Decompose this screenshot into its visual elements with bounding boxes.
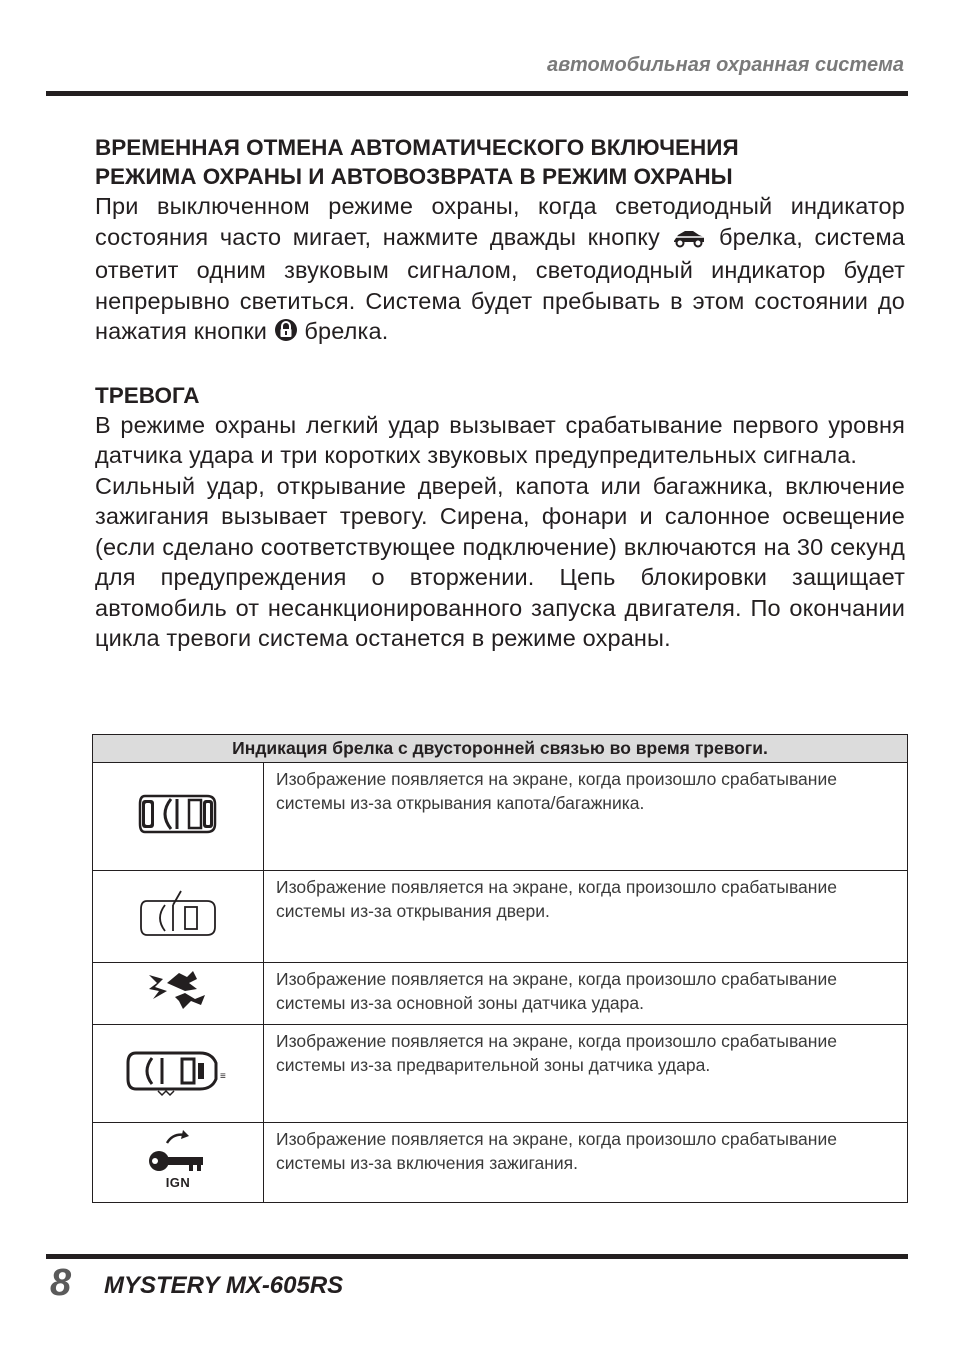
car-hood-trunk-icon — [137, 825, 219, 842]
table-icon-cell — [93, 763, 264, 871]
table-text-cell: Изображение появляется на экране, когда произошло срабатывание системы из-за открывания двери. — [264, 871, 908, 963]
section2-para2: Сильный удар, открывание дверей, капота или багажника, включение зажигания вызывает тревогу. Сирена, фонари и салонное освещение (если сделано соответствующее подключение) включаются на 30 секунд для предупреждения о вторжении. Цепь блокировки защищает автомобиль от несанкционированного запуска двигателя. По окончании цикла тревоги система останется в режиме охраны. — [95, 472, 905, 651]
running-header: автомобильная охранная система — [547, 54, 904, 76]
model-name: MYSTERY MX-605RS — [104, 1272, 344, 1299]
section1-text-part3: брелка. — [304, 318, 389, 344]
table-text-cell: Изображение появляется на экране, когда произошло срабатывание системы из-за основной зоны датчика удара. — [264, 963, 908, 1025]
table-header: Индикация брелка с двусторонней связью во время тревоги. — [93, 735, 908, 763]
table-icon-cell — [93, 963, 264, 1025]
ignition-key-icon — [143, 1127, 213, 1193]
alarm-indication-table — [92, 734, 908, 1203]
section1-title-line1: ВРЕМЕННАЯ ОТМЕНА АВТОМАТИЧЕСКОГО ВКЛЮЧЕНИЯ — [95, 135, 739, 160]
shock-impact-icon — [145, 1000, 211, 1017]
section1-text — [95, 191, 905, 350]
ign-label: IGN — [165, 1175, 191, 1190]
svg-text:≡: ≡ — [220, 1071, 226, 1082]
page-number: 8 — [50, 1262, 72, 1304]
main-content — [95, 133, 905, 654]
table-row — [93, 1123, 908, 1203]
section2-para1: В режиме охраны легкий удар вызывает срабатывание первого уровня датчика удара и три коротких звуковых предупредительных сигнала. — [95, 411, 905, 468]
table-row — [93, 871, 908, 963]
top-rule — [46, 91, 908, 96]
car-lock-button-icon — [671, 225, 707, 256]
table-row — [93, 763, 908, 871]
section1-text-part2: брелка, система ответит одним звуковым сигналом, светодиодный индикатор будет непрерывно светиться. Система будет пребывать в этом состоянии до нажатия кнопки — [95, 223, 905, 344]
table-row — [93, 1025, 908, 1123]
bottom-rule — [46, 1254, 908, 1259]
table-icon-cell — [93, 1123, 264, 1203]
section1-title — [95, 133, 905, 191]
section1-title-line2: РЕЖИМА ОХРАНЫ И АВТОВОЗВРАТА В РЕЖИМ ОХРАНЫ — [95, 164, 733, 189]
lock-button-icon — [274, 318, 298, 350]
table-text-cell: Изображение появляется на экране, когда произошло срабатывание системы из-за включения зажигания. — [264, 1123, 908, 1203]
section2-title: ТРЕВОГА — [95, 382, 200, 408]
table-icon-cell — [93, 871, 264, 963]
table-text-cell: Изображение появляется на экране, когда произошло срабатывание системы из-за открывания капота/багажника. — [264, 763, 908, 871]
car-door-open-icon — [137, 926, 219, 943]
table-text-cell: Изображение появляется на экране, когда произошло срабатывание системы из-за предварительной зоны датчика удара. — [264, 1025, 908, 1123]
car-shock-warning-icon — [124, 1071, 232, 1101]
table-row — [93, 963, 908, 1025]
section1-text-part1: При выключенном режиме охраны, когда светодиодный индикатор состояния часто мигает, нажмите дважды кнопку — [95, 193, 905, 250]
table-icon-cell — [93, 1025, 264, 1123]
